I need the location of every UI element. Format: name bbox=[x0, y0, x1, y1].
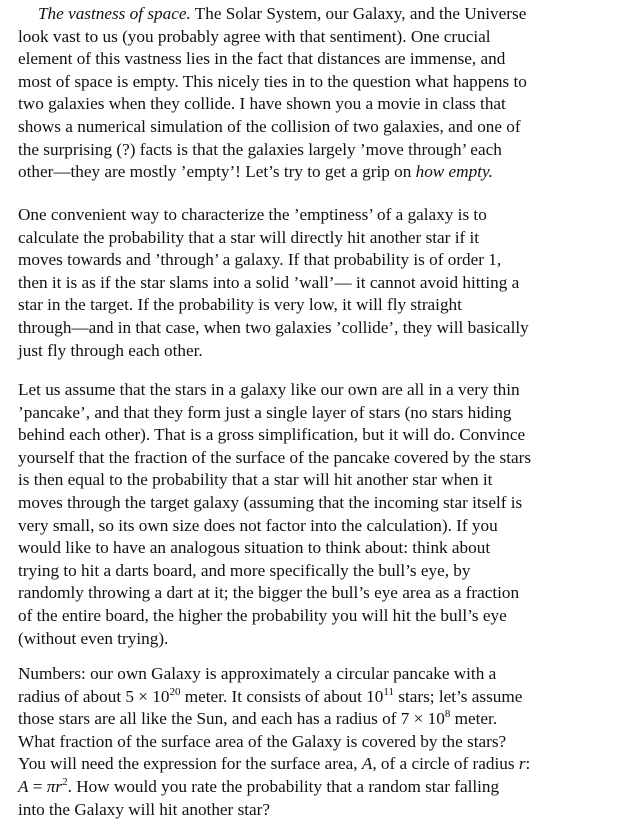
text-line bbox=[18, 227, 529, 250]
superscript-exponent: 8 bbox=[444, 708, 451, 721]
paragraph-numbers-question bbox=[18, 663, 530, 821]
text-segment: calculate the probability that a star will directly hit another star if it bbox=[18, 227, 480, 247]
italic-text: how empty. bbox=[415, 162, 493, 182]
text-line bbox=[18, 560, 531, 583]
text-line bbox=[18, 582, 531, 605]
text-segment: would like to have an analogous situation to think about: think about bbox=[18, 538, 491, 558]
text-segment: moves towards and ’through’ a galaxy. If that probability is of order 1, bbox=[18, 250, 502, 270]
text-segment: look vast to us (you probably agree with that sentiment). One crucial bbox=[18, 26, 491, 46]
text-line bbox=[18, 686, 530, 709]
text-line bbox=[18, 48, 527, 71]
text-line bbox=[18, 139, 527, 162]
superscript-exponent: 2 bbox=[62, 775, 68, 788]
text-segment: = bbox=[28, 776, 47, 796]
text-line bbox=[18, 424, 531, 447]
italic-text: A bbox=[361, 754, 373, 774]
paragraph-pancake-model bbox=[18, 379, 531, 650]
text-line bbox=[18, 753, 530, 776]
text-segment: moves through the target galaxy (assuming that the incoming star itself is bbox=[18, 492, 523, 512]
text-segment: radius of about 5 × 10 bbox=[18, 686, 170, 706]
text-line bbox=[18, 799, 530, 822]
italic-text: πr bbox=[46, 776, 63, 796]
text-line bbox=[18, 317, 529, 340]
text-line bbox=[18, 93, 527, 116]
text-segment: other—they are mostly ’empty’! Let’s try to get a grip on bbox=[18, 162, 416, 182]
text-segment: yourself that the fraction of the surface of the pancake covered by the stars bbox=[18, 447, 532, 467]
text-segment: The Solar System, our Galaxy, and the Universe bbox=[190, 4, 527, 23]
text-segment: very small, so its own size does not factor into the calculation). If you bbox=[18, 515, 498, 535]
text-segment: element of this vastness lies in the fact that distances are immense, and bbox=[18, 49, 506, 69]
text-segment: the surprising (?) facts is that the galaxies largely ’move through’ each bbox=[18, 139, 502, 159]
text-segment: randomly throwing a dart at it; the bigger the bull’s eye area as a fraction bbox=[18, 583, 520, 603]
text-segment: . How would you rate the probability that a random star falling bbox=[67, 776, 500, 796]
text-segment: stars; let’s assume bbox=[393, 686, 523, 706]
text-segment: is then equal to the probability that a star will hit another star when it bbox=[18, 470, 493, 490]
text-line bbox=[18, 537, 531, 560]
text-segment: shows a numerical simulation of the collision of two galaxies, and one of bbox=[18, 116, 521, 136]
text-line bbox=[18, 469, 531, 492]
text-line bbox=[18, 26, 527, 49]
text-line bbox=[18, 294, 529, 317]
text-line bbox=[18, 402, 531, 425]
text-line bbox=[18, 340, 529, 363]
text-line bbox=[18, 447, 531, 470]
text-segment: those stars are all like the Sun, and each has a radius of 7 × 10 bbox=[18, 709, 445, 729]
text-line bbox=[18, 379, 531, 402]
text-line bbox=[18, 605, 531, 628]
text-segment: star in the target. If the probability is very low, it will fly straight bbox=[18, 295, 462, 315]
text-segment: behind each other). That is a gross simplification, but it will do. Convince bbox=[18, 425, 526, 445]
text-segment: two galaxies when they collide. I have shown you a movie in class that bbox=[18, 94, 506, 114]
text-segment: (without even trying). bbox=[18, 628, 169, 648]
text-segment: What fraction of the surface area of the Galaxy is covered by the stars? bbox=[18, 731, 507, 751]
paragraph-vastness-of-space bbox=[18, 3, 527, 184]
text-line bbox=[18, 628, 531, 651]
text-line bbox=[18, 161, 527, 184]
text-line bbox=[18, 204, 529, 227]
text-segment: : bbox=[525, 754, 531, 774]
text-line bbox=[18, 71, 527, 94]
italic-text: r bbox=[518, 754, 526, 774]
text-line bbox=[18, 663, 530, 686]
text-line bbox=[18, 515, 531, 538]
text-segment: into the Galaxy will hit another star? bbox=[18, 799, 271, 819]
text-segment: meter. It consists of about 10 bbox=[180, 686, 384, 706]
text-line bbox=[18, 776, 530, 799]
text-line bbox=[18, 708, 530, 731]
italic-text: A bbox=[18, 776, 29, 796]
text-segment: trying to hit a darts board, and more specifically the bull’s eye, by bbox=[18, 560, 471, 580]
text-segment: just fly through each other. bbox=[18, 340, 203, 360]
text-line bbox=[18, 731, 530, 754]
paragraph-emptiness-probability bbox=[18, 204, 529, 362]
text-line bbox=[18, 3, 527, 26]
text-line bbox=[18, 249, 529, 272]
superscript-exponent: 20 bbox=[169, 685, 181, 698]
text-segment: most of space is empty. This nicely ties in to the question what happens to bbox=[18, 71, 527, 91]
text-line bbox=[18, 492, 531, 515]
text-segment: Let us assume that the stars in a galaxy like our own are all in a very thin bbox=[18, 380, 520, 399]
text-line bbox=[18, 272, 529, 295]
text-segment: Numbers: our own Galaxy is approximately a circular pancake with a bbox=[18, 664, 497, 683]
text-line bbox=[18, 116, 527, 139]
text-segment: then it is as if the star slams into a solid ’wall’— it cannot avoid hitting a bbox=[18, 272, 520, 292]
italic-text: The vastness of space. bbox=[38, 4, 191, 23]
text-segment: through—and in that case, when two galaxies ’collide’, they will basically bbox=[18, 317, 529, 337]
text-segment: One convenient way to characterize the ’emptiness’ of a galaxy is to bbox=[18, 205, 487, 224]
text-segment: of the entire board, the higher the probability you will hit the bull’s eye bbox=[18, 605, 507, 625]
text-segment: You will need the expression for the surface area, bbox=[18, 754, 362, 774]
text-segment: ’pancake’, and that they form just a single layer of stars (no stars hiding bbox=[18, 402, 512, 422]
superscript-exponent: 11 bbox=[383, 685, 394, 698]
text-segment: , of a circle of radius bbox=[372, 754, 519, 774]
text-segment: meter. bbox=[450, 709, 498, 729]
